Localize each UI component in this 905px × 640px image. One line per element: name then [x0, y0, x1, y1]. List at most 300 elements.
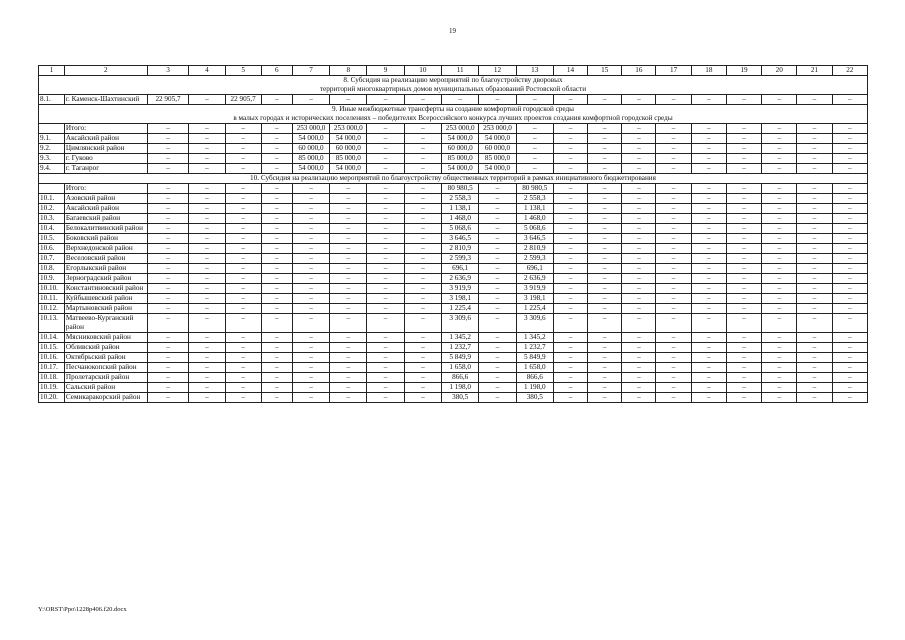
value-cell: –: [261, 264, 292, 274]
value-cell: –: [622, 124, 656, 134]
value-cell: –: [189, 373, 225, 383]
value-cell: 253 000,0: [292, 124, 329, 134]
value-cell: –: [553, 393, 587, 403]
value-cell: –: [832, 343, 867, 353]
value-cell: –: [225, 304, 261, 314]
value-cell: –: [479, 264, 516, 274]
value-cell: –: [189, 284, 225, 294]
row-number: 10.12.: [39, 304, 65, 314]
value-cell: –: [691, 373, 726, 383]
value-cell: –: [553, 204, 587, 214]
value-cell: –: [762, 184, 797, 194]
value-cell: –: [553, 284, 587, 294]
value-cell: –: [553, 373, 587, 383]
value-cell: –: [189, 333, 225, 343]
value-cell: –: [832, 204, 867, 214]
value-cell: –: [622, 214, 656, 224]
row-number: 10.3.: [39, 214, 65, 224]
value-cell: –: [588, 284, 622, 294]
row-number: 10.15.: [39, 343, 65, 353]
value-cell: –: [330, 184, 367, 194]
value-cell: –: [367, 204, 404, 214]
value-cell: –: [147, 154, 188, 164]
value-cell: –: [367, 234, 404, 244]
value-cell: –: [225, 353, 261, 363]
value-cell: 54 000,0: [330, 134, 367, 144]
value-cell: –: [726, 204, 761, 214]
table-row: [39, 264, 868, 274]
value-cell: –: [404, 254, 441, 264]
value-cell: –: [622, 333, 656, 343]
value-cell: –: [189, 363, 225, 373]
value-cell: –: [479, 234, 516, 244]
value-cell: –: [147, 274, 188, 284]
value-cell: –: [726, 244, 761, 254]
value-cell: –: [189, 184, 225, 194]
value-cell: –: [225, 264, 261, 274]
row-name: Семикаракорский район: [64, 393, 147, 403]
value-cell: –: [479, 194, 516, 204]
value-cell: 1 468,0: [442, 214, 479, 224]
value-cell: –: [292, 383, 329, 393]
value-cell: –: [225, 184, 261, 194]
value-cell: –: [367, 363, 404, 373]
row-number: 10.7.: [39, 254, 65, 264]
value-cell: –: [726, 164, 761, 174]
value-cell: 54 000,0: [442, 134, 479, 144]
value-cell: –: [656, 244, 691, 254]
value-cell: 2 636,9: [516, 274, 553, 284]
value-cell: –: [832, 373, 867, 383]
row-number: 9.1.: [39, 134, 65, 144]
table-row: [39, 383, 868, 393]
row-number: 10.9.: [39, 274, 65, 284]
value-cell: –: [404, 144, 441, 154]
value-cell: –: [762, 294, 797, 304]
value-cell: –: [726, 314, 761, 333]
value-cell: –: [330, 304, 367, 314]
value-cell: –: [691, 214, 726, 224]
value-cell: –: [656, 194, 691, 204]
table-row: [39, 314, 868, 333]
value-cell: –: [404, 383, 441, 393]
row-number: [39, 184, 65, 194]
table-row: [39, 363, 868, 373]
section-title-line: в малых городах и исторических поселениях – победителях Всероссийского конкурса лучших проектов создания комфортной городской среды: [233, 114, 673, 122]
value-cell: 253 000,0: [442, 124, 479, 134]
value-cell: 2 599,3: [442, 254, 479, 264]
value-cell: –: [588, 204, 622, 214]
row-name: Пролетарский район: [64, 373, 147, 383]
value-cell: –: [762, 343, 797, 353]
value-cell: –: [553, 134, 587, 144]
value-cell: –: [656, 304, 691, 314]
value-cell: –: [404, 294, 441, 304]
table-row: [39, 154, 868, 164]
page-number: 19: [449, 27, 456, 35]
value-cell: –: [367, 224, 404, 234]
value-cell: –: [797, 204, 832, 214]
value-cell: –: [656, 214, 691, 224]
value-cell: –: [479, 274, 516, 284]
column-number-cell: 19: [726, 66, 761, 76]
value-cell: 80 980,5: [442, 184, 479, 194]
value-cell: –: [588, 184, 622, 194]
row-number: 10.18.: [39, 373, 65, 383]
section-title-row: [39, 76, 868, 95]
value-cell: –: [367, 124, 404, 134]
value-cell: –: [726, 144, 761, 154]
value-cell: 1 232,7: [516, 343, 553, 353]
value-cell: –: [292, 244, 329, 254]
value-cell: –: [367, 304, 404, 314]
value-cell: –: [225, 164, 261, 174]
value-cell: 54 000,0: [479, 164, 516, 174]
value-cell: –: [622, 294, 656, 304]
value-cell: 85 000,0: [292, 154, 329, 164]
value-cell: –: [762, 134, 797, 144]
value-cell: –: [726, 134, 761, 144]
value-cell: 2 599,3: [516, 254, 553, 264]
value-cell: –: [622, 184, 656, 194]
value-cell: 1 658,0: [516, 363, 553, 373]
value-cell: –: [588, 383, 622, 393]
value-cell: –: [479, 304, 516, 314]
value-cell: –: [516, 134, 553, 144]
value-cell: –: [479, 373, 516, 383]
value-cell: –: [691, 154, 726, 164]
row-number: 9.4.: [39, 164, 65, 174]
value-cell: –: [189, 124, 225, 134]
column-number-cell: 14: [553, 66, 587, 76]
column-number-cell: 7: [292, 66, 329, 76]
table-row: [39, 304, 868, 314]
value-cell: –: [588, 363, 622, 373]
value-cell: –: [479, 224, 516, 234]
value-cell: –: [516, 154, 553, 164]
value-cell: –: [656, 314, 691, 333]
value-cell: –: [553, 214, 587, 224]
value-cell: –: [479, 383, 516, 393]
value-cell: 1 138,1: [516, 204, 553, 214]
value-cell: –: [367, 95, 404, 105]
value-cell: –: [553, 144, 587, 154]
value-cell: –: [588, 154, 622, 164]
value-cell: –: [516, 144, 553, 154]
value-cell: –: [225, 343, 261, 353]
value-cell: –: [189, 353, 225, 363]
value-cell: –: [189, 214, 225, 224]
value-cell: –: [588, 304, 622, 314]
value-cell: –: [656, 343, 691, 353]
value-cell: –: [189, 254, 225, 264]
value-cell: –: [832, 154, 867, 164]
value-cell: –: [330, 383, 367, 393]
section-title-line: 9. Иные межбюджетные трансферты на создание комфортной городской среды: [332, 105, 574, 113]
value-cell: –: [147, 164, 188, 174]
value-cell: 54 000,0: [442, 164, 479, 174]
column-number-cell: 21: [797, 66, 832, 76]
value-cell: –: [553, 194, 587, 204]
row-number: 9.2.: [39, 144, 65, 154]
row-name: Белокалитвинский район: [64, 224, 147, 234]
value-cell: –: [691, 184, 726, 194]
value-cell: –: [762, 274, 797, 284]
value-cell: –: [404, 304, 441, 314]
value-cell: –: [797, 373, 832, 383]
value-cell: –: [189, 294, 225, 304]
value-cell: –: [691, 144, 726, 154]
value-cell: 1 198,0: [516, 383, 553, 393]
value-cell: –: [330, 264, 367, 274]
value-cell: –: [404, 264, 441, 274]
value-cell: –: [762, 214, 797, 224]
value-cell: –: [292, 194, 329, 204]
value-cell: 3 309,6: [442, 314, 479, 333]
value-cell: –: [261, 194, 292, 204]
value-cell: –: [762, 383, 797, 393]
value-cell: 1 225,4: [442, 304, 479, 314]
table-body: [39, 66, 868, 403]
value-cell: –: [622, 353, 656, 363]
value-cell: –: [762, 204, 797, 214]
value-cell: –: [691, 353, 726, 363]
value-cell: –: [292, 314, 329, 333]
value-cell: –: [832, 393, 867, 403]
value-cell: –: [797, 254, 832, 264]
value-cell: –: [404, 373, 441, 383]
value-cell: –: [797, 304, 832, 314]
value-cell: –: [832, 124, 867, 134]
value-cell: –: [225, 134, 261, 144]
value-cell: –: [762, 363, 797, 373]
value-cell: –: [261, 164, 292, 174]
table-row: [39, 294, 868, 304]
value-cell: –: [622, 363, 656, 373]
value-cell: –: [292, 363, 329, 373]
row-name: г. Таганрог: [64, 164, 147, 174]
section-title-line: 8. Субсидия на реализацию мероприятий по благоустройству дворовых: [343, 76, 563, 84]
value-cell: –: [442, 95, 479, 105]
value-cell: 54 000,0: [479, 134, 516, 144]
column-number-cell: 4: [189, 66, 225, 76]
value-cell: –: [726, 224, 761, 234]
value-cell: –: [261, 204, 292, 214]
value-cell: –: [656, 373, 691, 383]
value-cell: –: [656, 284, 691, 294]
value-cell: –: [292, 373, 329, 383]
value-cell: –: [726, 383, 761, 393]
value-cell: –: [656, 294, 691, 304]
value-cell: –: [404, 333, 441, 343]
value-cell: –: [622, 154, 656, 164]
value-cell: –: [726, 274, 761, 284]
value-cell: –: [588, 353, 622, 363]
column-number-cell: 20: [762, 66, 797, 76]
value-cell: –: [797, 224, 832, 234]
row-name: Багаевский район: [64, 214, 147, 224]
table-row: [39, 333, 868, 343]
value-cell: –: [762, 154, 797, 164]
value-cell: –: [797, 164, 832, 174]
value-cell: –: [225, 314, 261, 333]
value-cell: –: [404, 314, 441, 333]
value-cell: –: [189, 164, 225, 174]
row-name: Зерноградский район: [64, 274, 147, 284]
column-number-cell: 22: [832, 66, 867, 76]
value-cell: –: [553, 254, 587, 264]
value-cell: –: [553, 363, 587, 373]
value-cell: –: [261, 373, 292, 383]
row-name: Аксайский район: [64, 204, 147, 214]
column-number-cell: 10: [404, 66, 441, 76]
value-cell: 1 225,4: [516, 304, 553, 314]
value-cell: –: [261, 124, 292, 134]
value-cell: –: [691, 224, 726, 234]
value-cell: –: [588, 343, 622, 353]
value-cell: –: [726, 214, 761, 224]
section-title-row: [39, 105, 868, 124]
value-cell: –: [832, 184, 867, 194]
value-cell: –: [622, 284, 656, 294]
value-cell: –: [726, 154, 761, 164]
value-cell: –: [726, 353, 761, 363]
value-cell: –: [189, 154, 225, 164]
table-row: [39, 234, 868, 244]
value-cell: –: [225, 363, 261, 373]
value-cell: –: [762, 194, 797, 204]
value-cell: –: [367, 333, 404, 343]
value-cell: –: [726, 294, 761, 304]
value-cell: –: [479, 343, 516, 353]
value-cell: –: [622, 314, 656, 333]
row-name: Обливский район: [64, 343, 147, 353]
row-name: г. Каменск-Шахтинский: [64, 95, 147, 105]
value-cell: –: [225, 373, 261, 383]
value-cell: –: [797, 244, 832, 254]
value-cell: –: [656, 164, 691, 174]
value-cell: –: [588, 224, 622, 234]
value-cell: 54 000,0: [292, 134, 329, 144]
value-cell: –: [832, 304, 867, 314]
table-row: [39, 164, 868, 174]
value-cell: –: [553, 353, 587, 363]
value-cell: –: [189, 343, 225, 353]
value-cell: –: [588, 393, 622, 403]
value-cell: –: [797, 154, 832, 164]
row-number: 10.20.: [39, 393, 65, 403]
value-cell: –: [622, 144, 656, 154]
value-cell: –: [261, 343, 292, 353]
value-cell: –: [330, 373, 367, 383]
value-cell: 22 905,7: [225, 95, 261, 105]
value-cell: –: [691, 124, 726, 134]
value-cell: –: [147, 333, 188, 343]
value-cell: –: [225, 234, 261, 244]
value-cell: –: [588, 314, 622, 333]
column-number-cell: 2: [64, 66, 147, 76]
value-cell: –: [479, 204, 516, 214]
value-cell: –: [797, 144, 832, 154]
value-cell: –: [367, 134, 404, 144]
value-cell: –: [189, 383, 225, 393]
column-number-cell: 15: [588, 66, 622, 76]
section-title-line: территорий многоквартирных домов муниципальных образований Ростовской области: [319, 85, 587, 93]
value-cell: 2 810,9: [516, 244, 553, 254]
value-cell: –: [622, 393, 656, 403]
value-cell: –: [367, 284, 404, 294]
row-number: [39, 124, 65, 134]
value-cell: –: [147, 124, 188, 134]
row-name: Егорлыкский район: [64, 264, 147, 274]
value-cell: 2 558,3: [516, 194, 553, 204]
value-cell: –: [762, 244, 797, 254]
column-number-cell: 5: [225, 66, 261, 76]
value-cell: –: [367, 383, 404, 393]
value-cell: –: [225, 383, 261, 393]
column-number-cell: 18: [691, 66, 726, 76]
value-cell: –: [404, 274, 441, 284]
value-cell: –: [832, 214, 867, 224]
section-title: [39, 174, 868, 184]
value-cell: –: [588, 274, 622, 284]
value-cell: –: [225, 274, 261, 284]
value-cell: –: [516, 124, 553, 134]
value-cell: –: [797, 333, 832, 343]
value-cell: –: [726, 184, 761, 194]
value-cell: –: [726, 194, 761, 204]
value-cell: –: [147, 343, 188, 353]
value-cell: –: [225, 284, 261, 294]
value-cell: –: [832, 284, 867, 294]
row-number: 10.2.: [39, 204, 65, 214]
value-cell: –: [726, 393, 761, 403]
value-cell: –: [762, 144, 797, 154]
row-name: Боковский район: [64, 234, 147, 244]
value-cell: –: [147, 134, 188, 144]
value-cell: –: [656, 95, 691, 105]
value-cell: –: [147, 254, 188, 264]
value-cell: –: [261, 224, 292, 234]
value-cell: –: [404, 95, 441, 105]
value-cell: –: [588, 294, 622, 304]
value-cell: –: [225, 224, 261, 234]
value-cell: –: [832, 164, 867, 174]
value-cell: –: [656, 154, 691, 164]
value-cell: –: [261, 95, 292, 105]
value-cell: –: [189, 314, 225, 333]
value-cell: –: [656, 274, 691, 284]
value-cell: –: [691, 234, 726, 244]
value-cell: –: [622, 194, 656, 204]
value-cell: 85 000,0: [479, 154, 516, 164]
value-cell: –: [762, 284, 797, 294]
value-cell: –: [691, 194, 726, 204]
row-name: Верхнедонской район: [64, 244, 147, 254]
value-cell: –: [832, 294, 867, 304]
value-cell: 2 636,9: [442, 274, 479, 284]
value-cell: –: [147, 294, 188, 304]
value-cell: –: [292, 274, 329, 284]
value-cell: –: [656, 363, 691, 373]
value-cell: –: [726, 343, 761, 353]
value-cell: –: [367, 294, 404, 304]
value-cell: –: [588, 264, 622, 274]
value-cell: –: [189, 134, 225, 144]
value-cell: –: [404, 284, 441, 294]
value-cell: –: [691, 264, 726, 274]
value-cell: –: [147, 214, 188, 224]
